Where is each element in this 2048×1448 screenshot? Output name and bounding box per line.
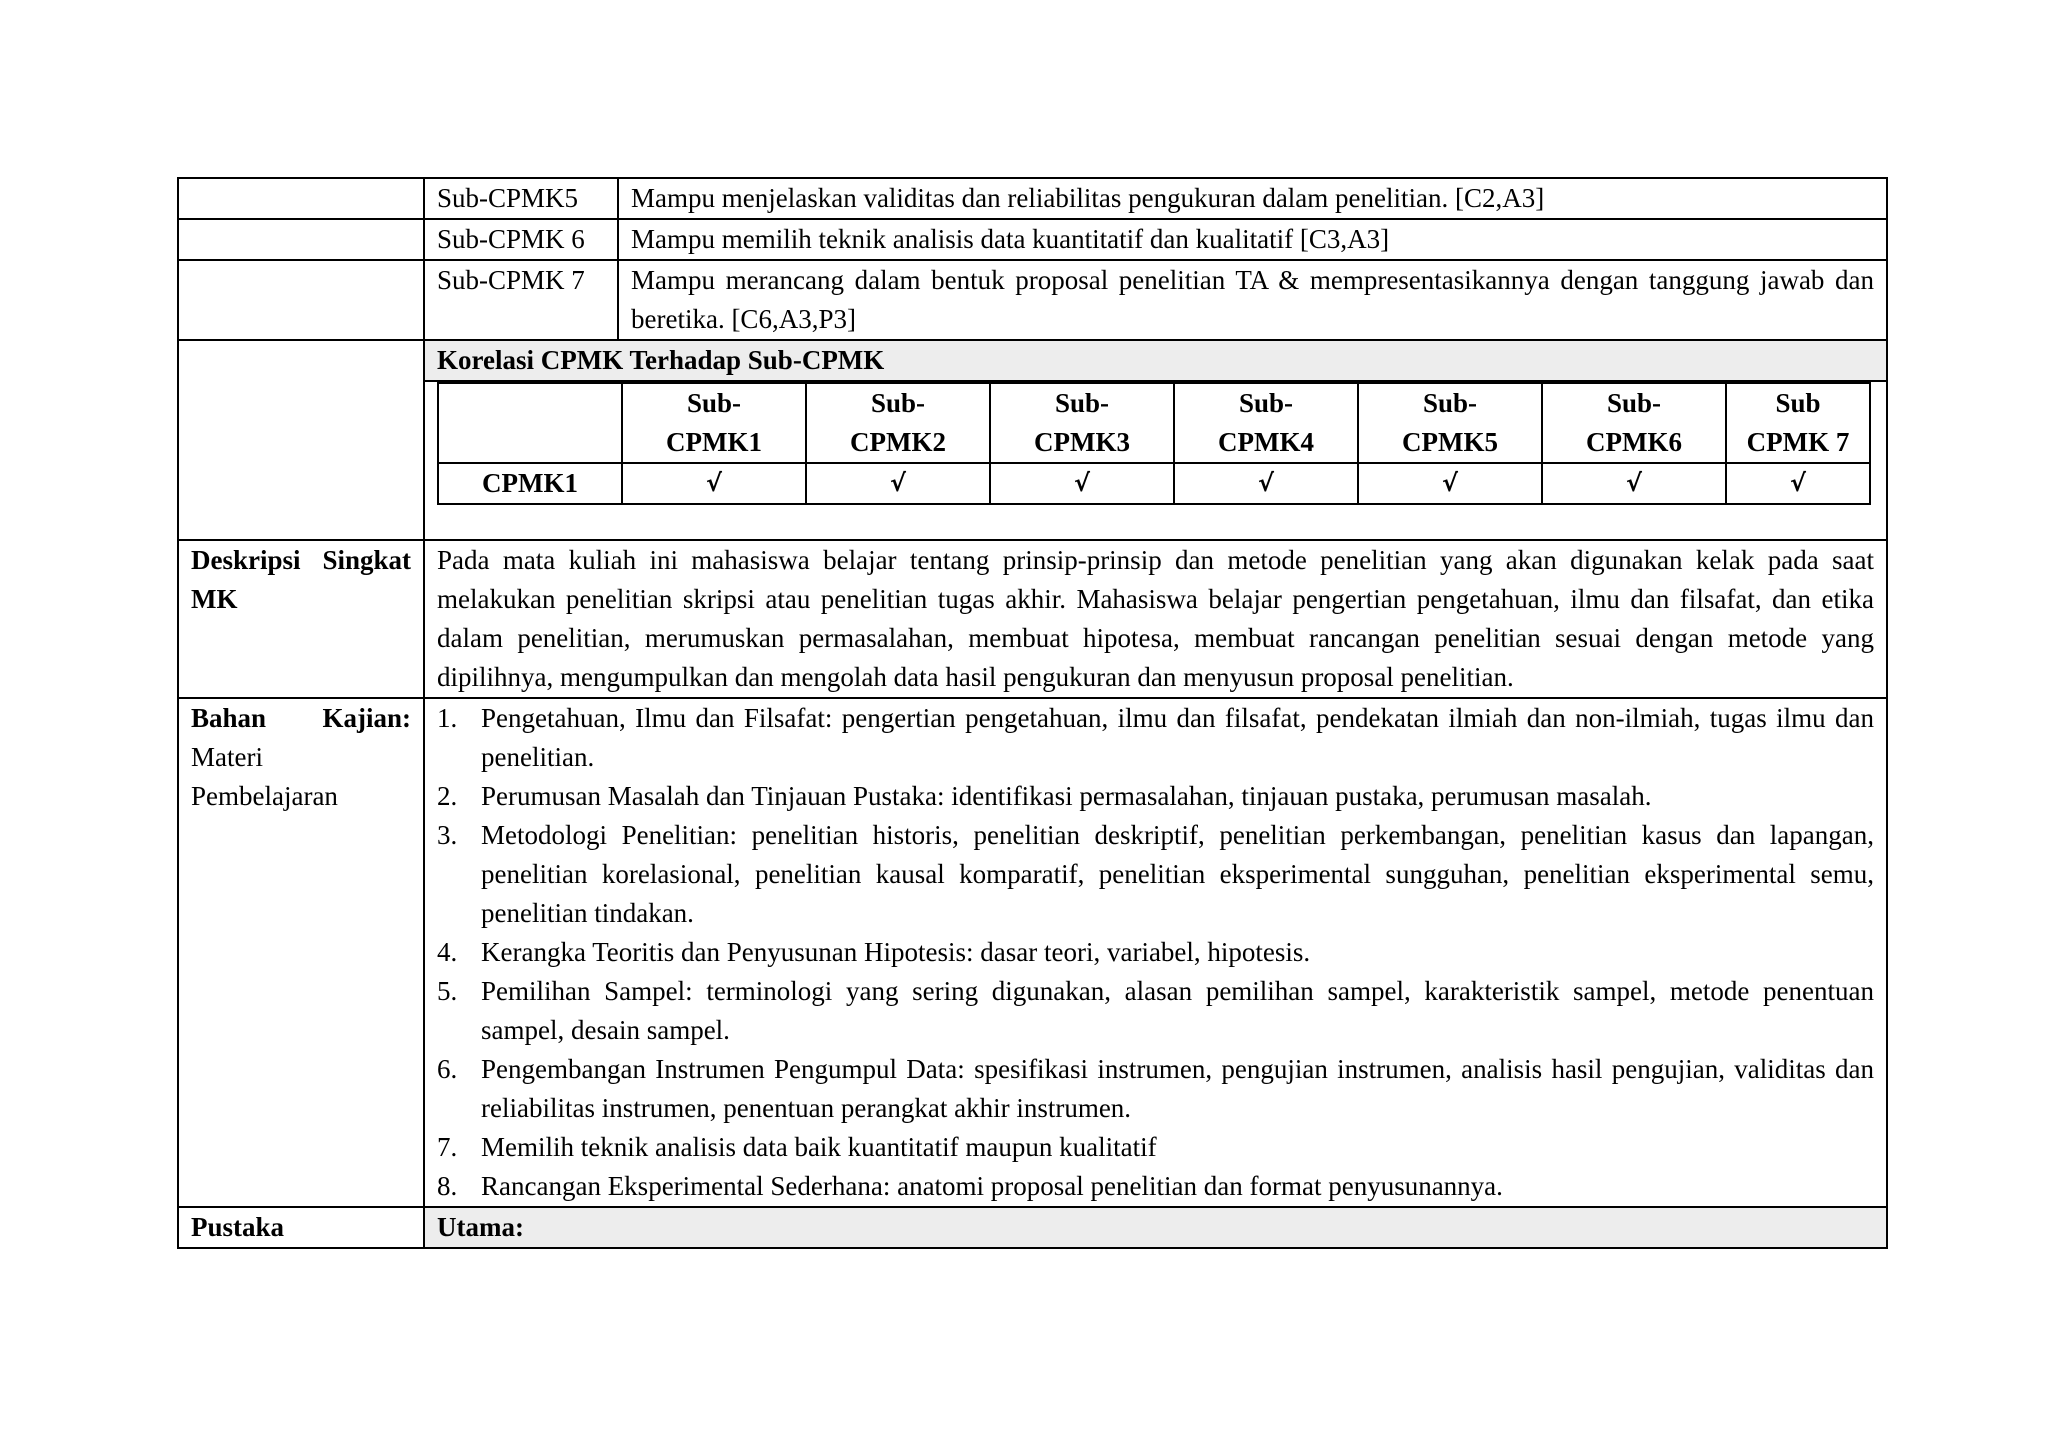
empty-cell xyxy=(178,260,424,340)
list-item: 5. Pemilihan Sampel: terminologi yang sering digunakan, alasan pemilihan sampel, karakteristik sampel, metode penentuan sampel, desain sampel. xyxy=(437,976,1874,1045)
korelasi-row xyxy=(178,340,1887,540)
pustaka-row xyxy=(178,1207,1887,1248)
korelasi-header: Sub- CPMK2 xyxy=(806,383,990,463)
sub-cpmk-row xyxy=(178,260,1887,340)
deskripsi-row xyxy=(178,540,1887,698)
korelasi-cell xyxy=(424,340,1887,540)
list-item: 7. Memilih teknik analisis data baik kuantitatif maupun kualitatif xyxy=(437,1132,1157,1162)
list-item: 2. Perumusan Masalah dan Tinjauan Pustaka: identifikasi permasalahan, tinjauan pustaka, perumusan masalah. xyxy=(437,781,1652,811)
korelasi-header: Sub- CPMK6 xyxy=(1542,383,1726,463)
sub-cpmk-code: Sub-CPMK 7 xyxy=(424,260,618,340)
sub-cpmk-desc: Mampu merancang dalam bentuk proposal penelitian TA & mempresentasikannya dengan tanggung jawab dan beretika. [C6,A3,P3] xyxy=(618,260,1887,340)
kajian-label-word: Kajian: xyxy=(322,703,411,733)
empty-cell xyxy=(178,178,424,219)
list-item: 4. Kerangka Teoritis dan Penyusunan Hipotesis: dasar teori, variabel, hipotesis. xyxy=(437,937,1311,967)
list-item: 6. Pengembangan Instrumen Pengumpul Data: spesifikasi instrumen, pengujian instrumen, analisis hasil pengujian, validitas dan reliabilitas instrumen, penentuan perangkat akhir instrumen. xyxy=(437,1054,1874,1123)
list-item: 1. Pengetahuan, Ilmu dan Filsafat: pengertian pengetahuan, ilmu dan filsafat, pendekatan ilmiah dan non-ilmiah, tugas ilmu dan penelitian. xyxy=(437,703,1874,772)
sub-cpmk-code: Sub-CPMK 6 xyxy=(424,219,618,260)
korelasi-title: Korelasi CPMK Terhadap Sub-CPMK xyxy=(425,341,1886,382)
empty-cell xyxy=(178,219,424,260)
korelasi-corner xyxy=(438,383,622,463)
sub-cpmk-desc: Mampu memilih teknik analisis data kuantitatif dan kualitatif [C3,A3] xyxy=(618,219,1887,260)
check-mark: √ xyxy=(1726,463,1870,504)
pembelajaran-label: Pembelajaran xyxy=(191,781,338,811)
sub-cpmk-desc: Mampu menjelaskan validitas dan reliabilitas pengukuran dalam penelitian. [C2,A3] xyxy=(618,178,1887,219)
korelasi-data-row xyxy=(438,463,1870,504)
sub-cpmk-row xyxy=(178,219,1887,260)
list-item: 8. Rancangan Eksperimental Sederhana: anatomi proposal penelitian dan format penyusunannya. xyxy=(437,1171,1503,1201)
check-mark: √ xyxy=(1542,463,1726,504)
bahan-kajian-list xyxy=(437,699,1874,1206)
korelasi-header: Sub- CPMK3 xyxy=(990,383,1174,463)
korelasi-table xyxy=(437,382,1871,505)
check-mark: √ xyxy=(990,463,1174,504)
pustaka-utama: Utama: xyxy=(424,1207,1887,1248)
check-mark: √ xyxy=(806,463,990,504)
materi-label: Materi xyxy=(191,742,263,772)
korelasi-header: Sub- CPMK5 xyxy=(1358,383,1542,463)
check-mark: √ xyxy=(622,463,806,504)
sub-cpmk-row xyxy=(178,178,1887,219)
check-mark: √ xyxy=(1358,463,1542,504)
bahan-label-word: Bahan xyxy=(191,703,267,733)
bahan-kajian-row xyxy=(178,698,1887,1207)
bahan-kajian-label xyxy=(178,698,424,1207)
empty-cell xyxy=(178,340,424,540)
korelasi-header-row xyxy=(438,383,1870,463)
deskripsi-label: Deskripsi Singkat MK xyxy=(178,540,424,698)
korelasi-header: Sub- CPMK1 xyxy=(622,383,806,463)
korelasi-row-label: CPMK1 xyxy=(438,463,622,504)
bahan-kajian-content xyxy=(424,698,1887,1207)
list-item: 3. Metodologi Penelitian: penelitian historis, penelitian deskriptif, penelitian perkembangan, penelitian kasus dan lapangan, penelitian korelasional, penelitian kausal komparatif, penelitian eksperimental sungguhan, penelitian eksperimental semu, penelitian tindakan. xyxy=(437,820,1874,928)
rps-table xyxy=(177,177,1888,1249)
pustaka-label: Pustaka xyxy=(178,1207,424,1248)
sub-cpmk-code: Sub-CPMK5 xyxy=(424,178,618,219)
korelasi-header: Sub- CPMK4 xyxy=(1174,383,1358,463)
deskripsi-text: Pada mata kuliah ini mahasiswa belajar tentang prinsip-prinsip dan metode penelitian yang akan digunakan kelak pada saat melakukan penelitian skripsi atau penelitian tugas akhir. Mahasiswa belajar pengertian pengetahuan, ilmu dan filsafat, dan etika dalam penelitian, merumuskan permasalahan, membuat hipotesa, membuat rancangan penelitian sesuai dengan metode yang dipilihnya, mengumpulkan dan mengolah data hasil pengukuran dan menyusun proposal penelitian. xyxy=(424,540,1887,698)
check-mark: √ xyxy=(1174,463,1358,504)
korelasi-header: Sub CPMK 7 xyxy=(1726,383,1870,463)
